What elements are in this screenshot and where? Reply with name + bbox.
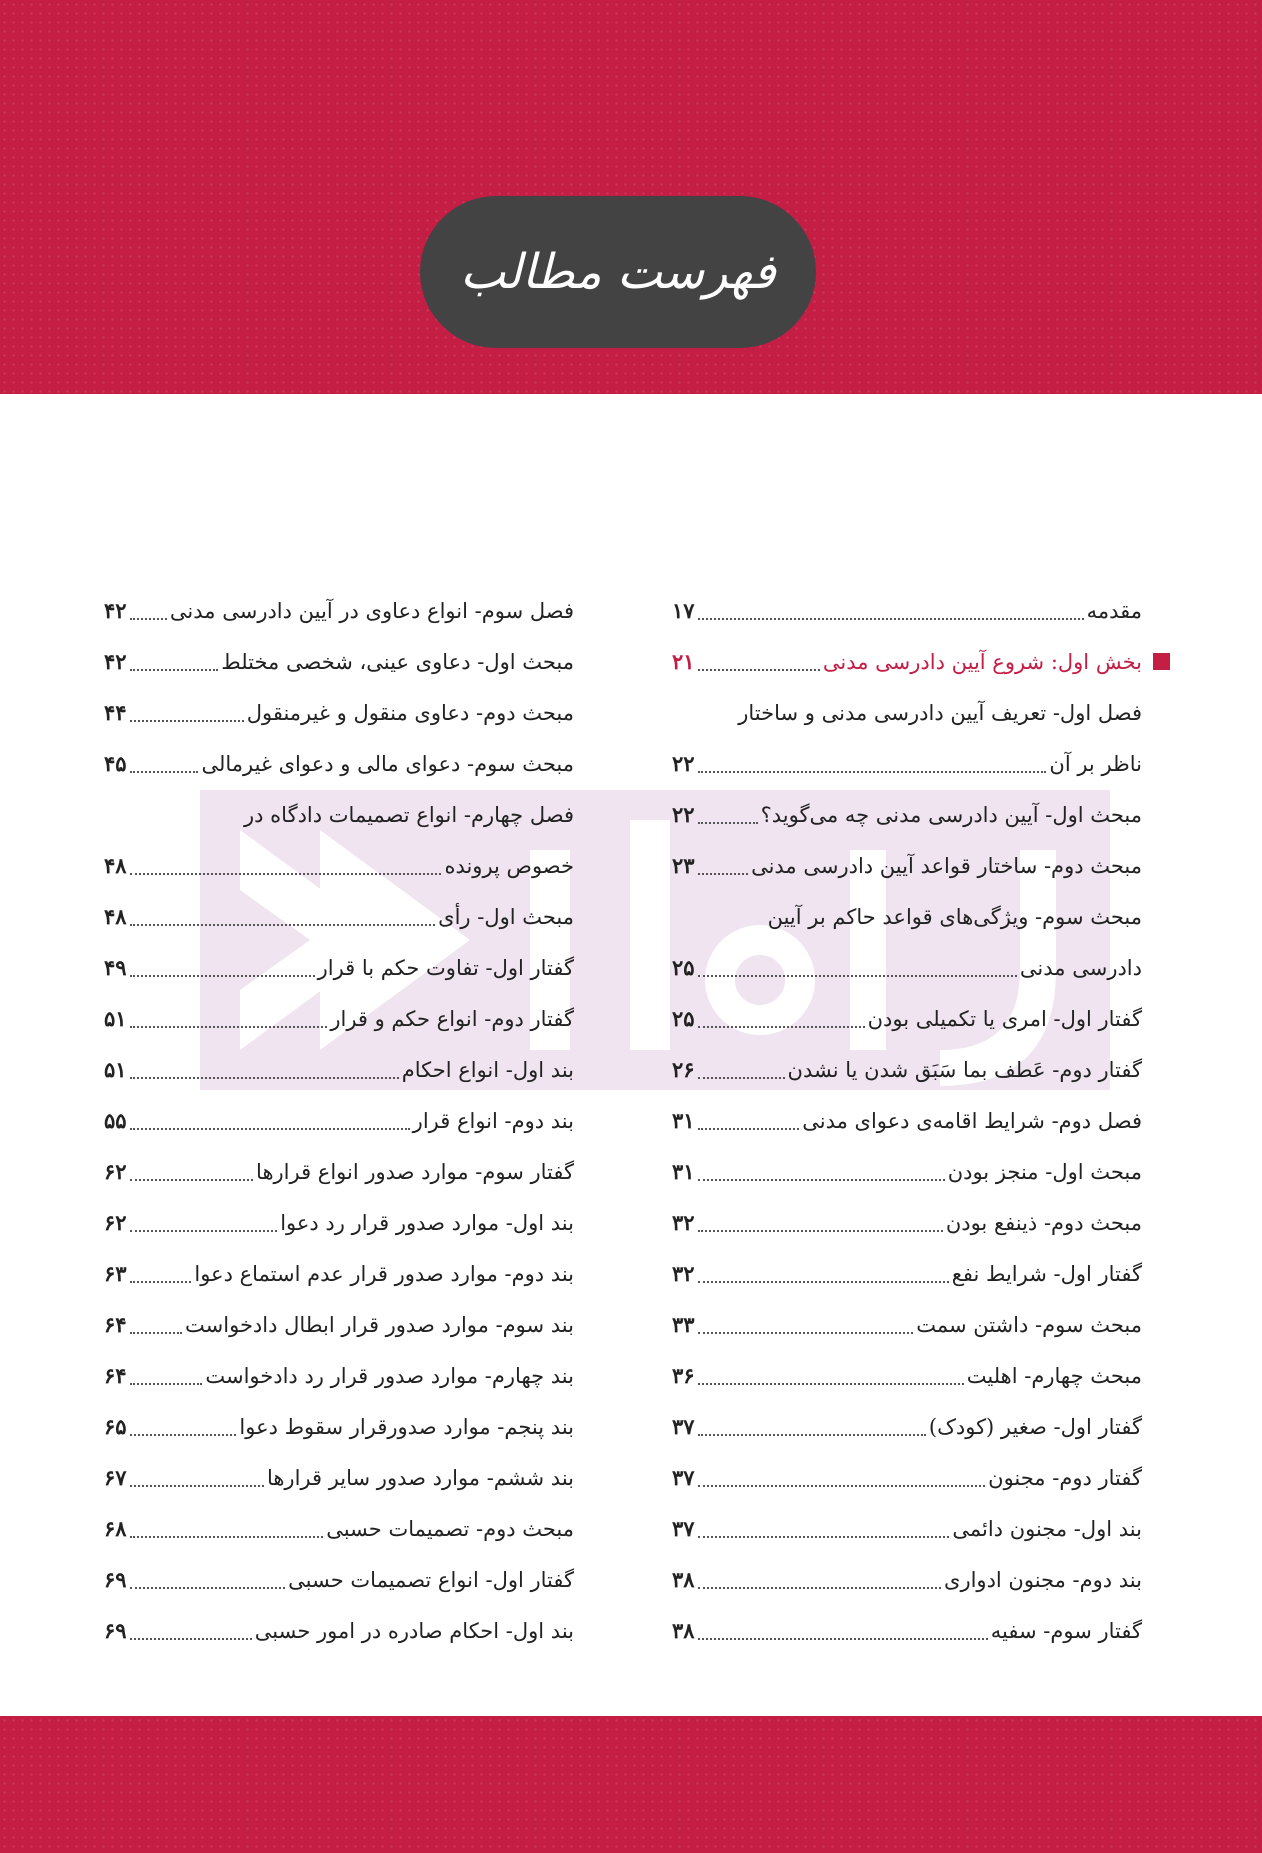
toc-entry-label: فصل چهارم- انواع تصمیمات دادگاه در — [244, 802, 574, 827]
toc-entry — [672, 1554, 1142, 1605]
toc-entry-label: مبحث سوم- دعوای مالی و دعوای غیرمالی — [201, 751, 574, 776]
toc-entry-label: مبحث دوم- دعاوی منقول و غیرمنقول — [246, 700, 574, 725]
dot-leader — [698, 1026, 865, 1028]
toc-entry-label: فصل اول- تعریف آیین دادرسی مدنی و ساختار — [738, 700, 1142, 725]
toc-page-number: ۱۷ — [672, 598, 695, 623]
toc-entry — [672, 1350, 1142, 1401]
toc-entry — [104, 1350, 574, 1401]
dot-leader — [130, 1230, 278, 1232]
toc-entry — [672, 1146, 1142, 1197]
toc-entry — [104, 1452, 574, 1503]
toc-entry — [104, 1401, 574, 1452]
toc-entry — [672, 993, 1142, 1044]
toc-entry-label: گفتار اول- امری یا تکمیلی بودن — [867, 1006, 1142, 1031]
dot-leader — [130, 873, 442, 875]
toc-entry-label: بند دوم- موارد صدور قرار عدم استماع دعوا — [194, 1261, 574, 1286]
toc-entry-label: گفتار سوم- سفیه — [990, 1618, 1142, 1643]
dot-leader — [698, 1587, 941, 1589]
toc-entry-label: گفتار دوم- مجنون — [988, 1465, 1142, 1490]
toc-entry-label: گفتار اول- انواع تصمیمات حسبی — [288, 1567, 574, 1592]
dot-leader — [130, 1128, 410, 1130]
toc-entry — [104, 1554, 574, 1605]
toc-entry-label: گفتار اول- تفاوت حکم با قرار — [317, 955, 574, 980]
toc-entry-label: بند دوم- انواع قرار — [412, 1108, 574, 1133]
toc-entry-label: مقدمه — [1086, 598, 1142, 623]
toc-entry — [104, 840, 574, 891]
dot-leader — [698, 1179, 945, 1181]
toc-entry-label: بند اول- انواع احکام — [401, 1057, 574, 1082]
toc-page-number: ۳۷ — [672, 1414, 695, 1439]
toc-entry — [672, 1044, 1142, 1095]
dot-leader — [130, 771, 199, 773]
toc-entry — [672, 1197, 1142, 1248]
toc-page-number: ۳۲ — [672, 1261, 695, 1286]
toc-entry — [672, 891, 1142, 942]
toc-page-number: ۴۹ — [104, 955, 127, 980]
toc-page-number: ۴۴ — [104, 700, 127, 725]
toc-entry-label: بند چهارم- موارد صدور قرار رد دادخواست — [205, 1363, 574, 1388]
toc-entry-label: گفتار دوم- عَطف بما سَبَق شدن یا نشدن — [787, 1057, 1142, 1082]
dot-leader — [130, 618, 167, 620]
toc-page-number: ۴۵ — [104, 751, 127, 776]
dot-leader — [698, 1383, 964, 1385]
dot-leader — [130, 1434, 237, 1436]
toc-page-number: ۴۲ — [104, 598, 127, 623]
dot-leader — [698, 975, 1017, 977]
toc-entry-label: مبحث اول- منجز بودن — [947, 1159, 1142, 1184]
toc-entry-label: بند ششم- موارد صدور سایر قرارها — [266, 1465, 574, 1490]
toc-entry — [672, 1248, 1142, 1299]
toc-page-number: ۳۷ — [672, 1516, 695, 1541]
toc-page-number: ۲۲ — [672, 802, 695, 827]
toc-entry-label: مبحث دوم- ساختار قواعد آیین دادرسی مدنی — [751, 853, 1142, 878]
toc-entry — [672, 1605, 1142, 1656]
toc-page-number: ۵۱ — [104, 1057, 127, 1082]
dot-leader — [698, 771, 1047, 773]
toc-entry-label: فصل دوم- شرایط اقامه‌ی دعوای مدنی — [802, 1108, 1142, 1133]
toc-entry-label: بند اول- احکام صادره در امور حسبی — [254, 1618, 574, 1643]
page-title: فهرست مطالب — [460, 244, 776, 300]
dot-leader — [130, 1281, 192, 1283]
dot-leader — [698, 1077, 785, 1079]
toc-page-number: ۳۸ — [672, 1567, 695, 1592]
toc-page-number: ۶۳ — [104, 1261, 127, 1286]
toc-entry-label: بند پنجم- موارد صدورقرار سقوط دعوا — [239, 1414, 574, 1439]
toc-page-number: ۶۹ — [104, 1567, 127, 1592]
toc-page-number: ۶۲ — [104, 1210, 127, 1235]
toc-entry-label: ناظر بر آن — [1049, 751, 1142, 776]
dot-leader — [130, 1536, 324, 1538]
toc-entry — [104, 1248, 574, 1299]
toc-page-number: ۴۸ — [104, 904, 127, 929]
toc-page-number: ۲۵ — [672, 1006, 695, 1031]
toc-entry — [672, 636, 1142, 687]
dot-leader — [130, 1077, 399, 1079]
toc-entry — [104, 1095, 574, 1146]
toc-entry-label: مبحث دوم- تصمیمات حسبی — [326, 1516, 574, 1541]
title-badge — [420, 196, 816, 348]
toc-page-number: ۳۳ — [672, 1312, 695, 1337]
toc-entry — [104, 636, 574, 687]
toc-entry-label: بند اول- مجنون دائمی — [952, 1516, 1142, 1541]
toc-entry — [104, 1605, 574, 1656]
dot-leader — [130, 720, 244, 722]
toc-entry — [672, 789, 1142, 840]
dot-leader — [130, 1026, 328, 1028]
section-marker-icon — [1153, 653, 1170, 670]
toc-entry-label: خصوص پرونده — [444, 853, 574, 878]
toc-entry — [672, 1452, 1142, 1503]
toc-page-number: ۶۷ — [104, 1465, 127, 1490]
toc-entry — [672, 1299, 1142, 1350]
toc-entry-label: مبحث اول- آیین دادرسی مدنی چه می‌گوید؟ — [760, 802, 1142, 827]
toc-entry-label: گفتار اول- صغیر (کودک) — [928, 1414, 1142, 1439]
dot-leader — [698, 822, 758, 824]
toc-page-number: ۵۵ — [104, 1108, 127, 1133]
toc-entry — [104, 993, 574, 1044]
toc-page-number: ۳۷ — [672, 1465, 695, 1490]
toc-page-number: ۲۳ — [672, 853, 695, 878]
toc-page-number: ۶۲ — [104, 1159, 127, 1184]
toc-entry-label: گفتار اول- شرایط نفع — [951, 1261, 1142, 1286]
toc-entry-label: مبحث دوم- ذینفع بودن — [945, 1210, 1142, 1235]
toc-entry — [104, 1044, 574, 1095]
dot-leader — [698, 1332, 914, 1334]
dot-leader — [130, 1179, 253, 1181]
dot-leader — [698, 1434, 926, 1436]
toc-entry-label: فصل سوم- انواع دعاوی در آیین دادرسی مدنی — [169, 598, 574, 623]
toc-entry — [104, 1299, 574, 1350]
toc-entry — [672, 687, 1142, 738]
toc-entry — [672, 585, 1142, 636]
dot-leader — [698, 618, 1084, 620]
dot-leader — [698, 1281, 949, 1283]
toc-entry — [672, 1503, 1142, 1554]
toc-page-number: ۵۱ — [104, 1006, 127, 1031]
toc-entry-label: بند اول- موارد صدور قرار رد دعوا — [280, 1210, 574, 1235]
toc-entry-label: گفتار دوم- انواع حکم و قرار — [330, 1006, 574, 1031]
dot-leader — [698, 1536, 950, 1538]
dot-leader — [130, 975, 315, 977]
dot-leader — [698, 1230, 943, 1232]
toc-page-number: ۳۱ — [672, 1159, 695, 1184]
toc-page-number: ۴۸ — [104, 853, 127, 878]
dot-leader — [698, 873, 749, 875]
toc-entry-label: دادرسی مدنی — [1019, 955, 1142, 980]
toc-column-right — [672, 585, 1142, 1656]
toc-page-number: ۶۹ — [104, 1618, 127, 1643]
dot-leader — [130, 924, 436, 926]
dot-leader — [698, 1128, 800, 1130]
toc-entry — [104, 585, 574, 636]
toc-entry — [104, 891, 574, 942]
toc-page-number: ۶۴ — [104, 1312, 127, 1337]
toc-entry-label: مبحث سوم- داشتن سمت — [916, 1312, 1142, 1337]
toc-entry-label: مبحث سوم- ویژگی‌های قواعد حاکم بر آیین — [767, 904, 1142, 929]
toc-entry-label: گفتار سوم- موارد صدور انواع قرارها — [256, 1159, 574, 1184]
toc-column-left — [104, 585, 574, 1656]
toc-page-number: ۳۱ — [672, 1108, 695, 1133]
toc-page-number: ۶۴ — [104, 1363, 127, 1388]
toc-entry — [104, 942, 574, 993]
toc-entry — [672, 1401, 1142, 1452]
toc-entry-label: بخش اول: شروع آیین دادرسی مدنی — [822, 649, 1142, 674]
toc-page-number: ۲۶ — [672, 1057, 695, 1082]
toc-entry-label: بند سوم- موارد صدور قرار ابطال دادخواست — [185, 1312, 574, 1337]
toc-entry — [104, 1503, 574, 1554]
toc-entry — [672, 738, 1142, 789]
dot-leader — [698, 669, 820, 671]
toc-page-number: ۳۲ — [672, 1210, 695, 1235]
toc-entry — [104, 738, 574, 789]
toc-entry — [104, 1146, 574, 1197]
footer-band — [0, 1716, 1262, 1853]
dot-leader — [130, 669, 219, 671]
toc-page-number: ۳۶ — [672, 1363, 695, 1388]
dot-leader — [698, 1485, 986, 1487]
toc-page-number: ۴۲ — [104, 649, 127, 674]
toc-page-number: ۲۵ — [672, 955, 695, 980]
dot-leader — [130, 1485, 264, 1487]
toc-entry — [672, 942, 1142, 993]
dot-leader — [698, 1638, 988, 1640]
dot-leader — [130, 1638, 252, 1640]
toc-page-number: ۲۱ — [672, 649, 695, 674]
dot-leader — [130, 1332, 182, 1334]
toc-page-number: ۳۸ — [672, 1618, 695, 1643]
toc-entry — [672, 1095, 1142, 1146]
toc-entry-label: مبحث چهارم- اهلیت — [966, 1363, 1142, 1388]
toc-entry — [104, 789, 574, 840]
toc-entry — [672, 840, 1142, 891]
toc-entry — [104, 1197, 574, 1248]
dot-leader — [130, 1587, 286, 1589]
toc-page-number: ۶۵ — [104, 1414, 127, 1439]
toc-entry-label: بند دوم- مجنون ادواری — [944, 1567, 1142, 1592]
toc-entry — [104, 687, 574, 738]
dot-leader — [130, 1383, 203, 1385]
toc-page-number: ۲۲ — [672, 751, 695, 776]
toc-entry-label: مبحث اول- دعاوی عینی، شخصی مختلط — [221, 649, 574, 674]
toc-entry-label: مبحث اول- رأی — [438, 904, 574, 929]
toc-page-number: ۶۸ — [104, 1516, 127, 1541]
